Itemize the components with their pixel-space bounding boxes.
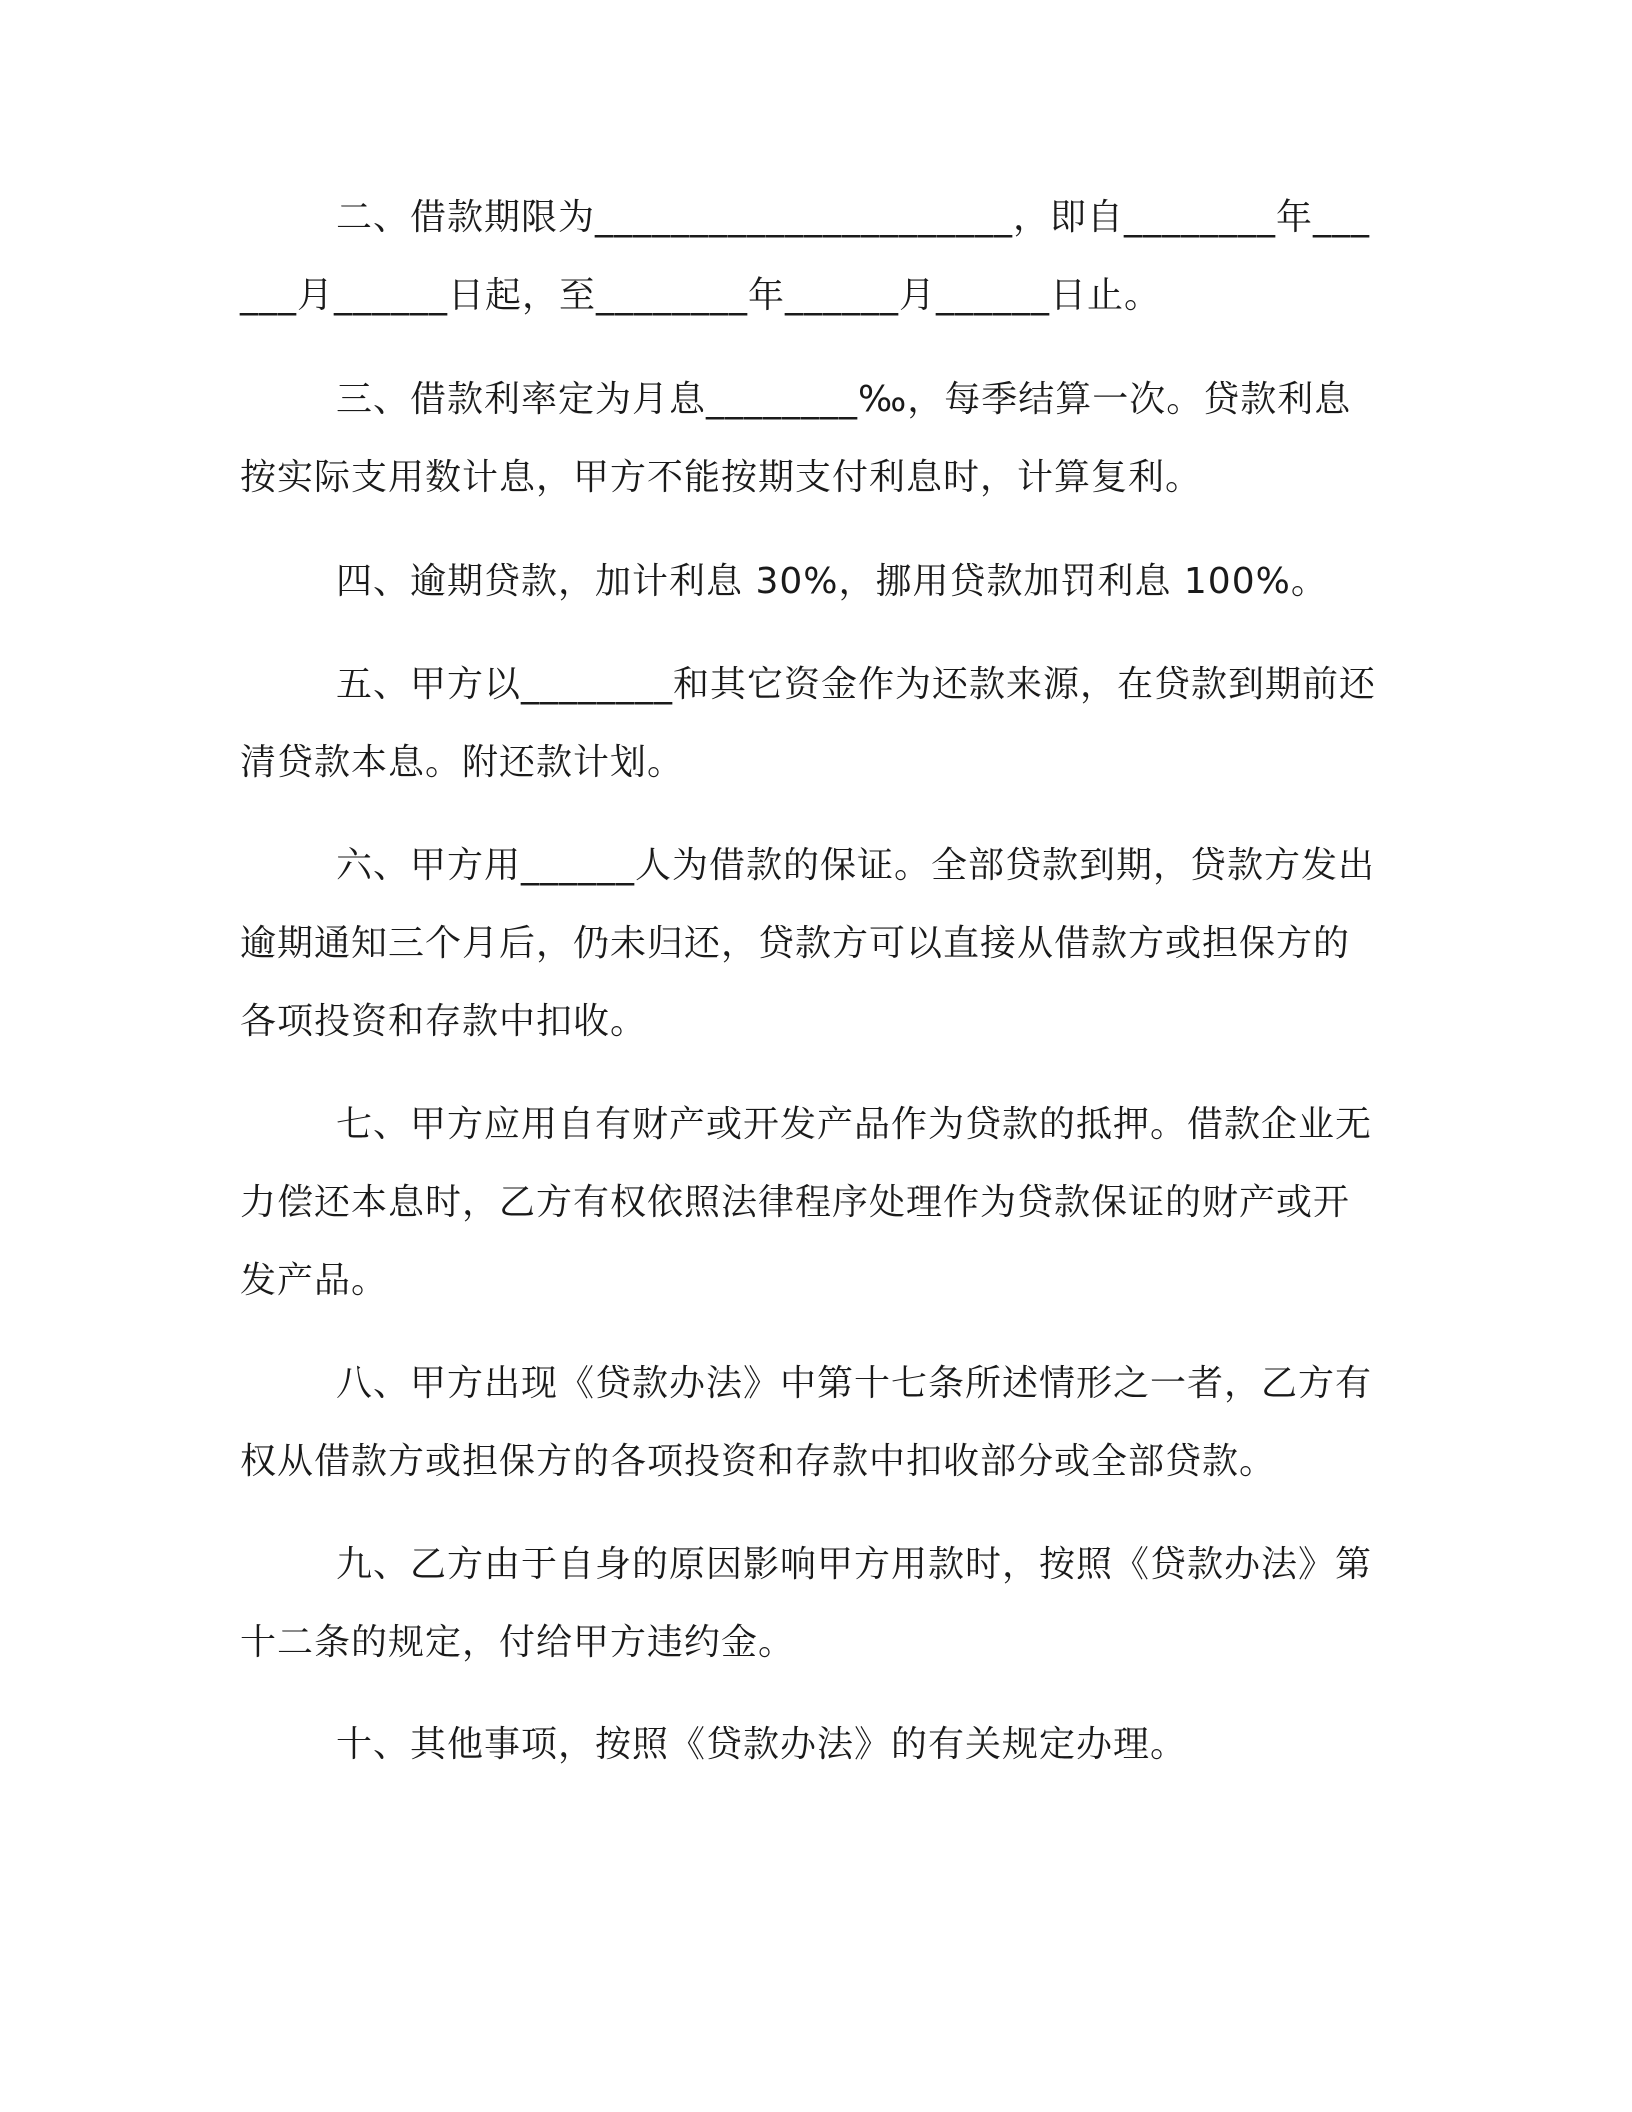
clause-overdue-interest: [240, 543, 1380, 621]
clause-repayment-source: [240, 646, 1380, 802]
clause-text: 六、甲方用______人为借款的保证。全部贷款到期，贷款方发出逾期通知三个月后，仍未归还，贷款方可以直接从借款方或担保方的各项投资和存款中扣收。: [240, 845, 1376, 1042]
clause-text: 七、甲方应用自有财产或开发产品作为贷款的抵押。借款企业无力偿还本息时，乙方有权依照法律程序处理作为贷款保证的财产或开发产品。: [240, 1104, 1373, 1301]
clause-text: 四、逾期贷款，加计利息 30%，挪用贷款加罚利息 100%。: [336, 561, 1328, 602]
clause-text: 五、甲方以________和其它资金作为还款来源，在贷款到期前还清贷款本息。附还款计划。: [240, 664, 1377, 783]
clause-text: 三、借款利率定为月息________‰，每季结算一次。贷款利息按实际支用数计息，甲方不能按期支付利息时，计算复利。: [240, 379, 1352, 498]
clause-guarantee: [240, 827, 1380, 1061]
clause-text: 二、借款期限为______________________，即自________年______月______日起，至________年______月______日止。: [240, 197, 1371, 316]
clause-text: 九、乙方由于自身的原因影响甲方用款时，按照《贷款办法》第十二条的规定，付给甲方违约金。: [240, 1544, 1373, 1663]
clause-liquidated-damages: [240, 1526, 1380, 1682]
clause-text: 十、其他事项，按照《贷款办法》的有关规定办理。: [336, 1724, 1188, 1765]
clause-other-matters: [240, 1706, 1380, 1784]
clause-deduction: [240, 1345, 1380, 1501]
clause-collateral: [240, 1086, 1380, 1320]
clause-text: 八、甲方出现《贷款办法》中第十七条所述情形之一者，乙方有权从借款方或担保方的各项投资和存款中扣收部分或全部贷款。: [240, 1363, 1373, 1482]
clause-interest-rate: [240, 361, 1380, 517]
clause-loan-term: [240, 179, 1380, 335]
